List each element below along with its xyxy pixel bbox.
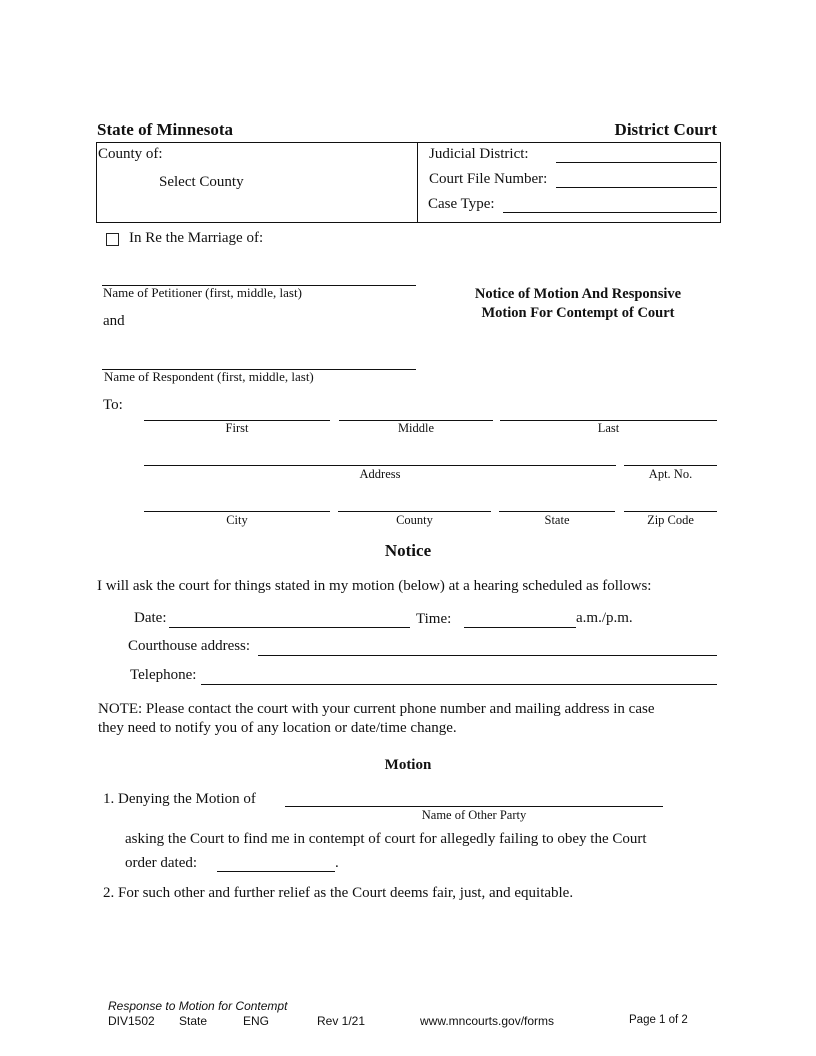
hearing-time-field[interactable] [464, 627, 576, 628]
form-title-line1: Notice of Motion And Responsive [474, 286, 682, 302]
telephone-field[interactable] [201, 684, 717, 685]
address-field[interactable] [144, 465, 616, 466]
to-label: To: [103, 397, 123, 413]
judicial-district-label: Judicial District: [429, 146, 529, 162]
zip-caption: Zip Code [647, 513, 694, 527]
form-title-line2: Motion For Contempt of Court [481, 305, 675, 321]
ampm-text: a.m./p.m. [576, 610, 633, 626]
state-heading: State of Minnesota [97, 120, 233, 139]
time-label: Time: [416, 611, 452, 627]
notice-heading: Notice [384, 541, 432, 560]
other-party-field[interactable] [285, 806, 663, 807]
last-caption: Last [597, 421, 620, 435]
apt-caption: Apt. No. [648, 467, 693, 481]
motion-heading: Motion [384, 757, 432, 773]
county-label: County of: [98, 146, 163, 162]
state-caption: State [544, 513, 570, 527]
city-field[interactable] [144, 511, 330, 512]
marriage-checkbox[interactable] [106, 233, 119, 246]
first-caption: First [225, 421, 249, 435]
order-date-field[interactable] [217, 871, 335, 872]
city-caption: City [226, 513, 248, 527]
marriage-checkbox-label: In Re the Marriage of: [129, 230, 264, 246]
notice-intro: I will ask the court for things stated in my motion (below) at a hearing scheduled as follows: [97, 578, 652, 594]
county-select[interactable]: Select County [159, 174, 244, 190]
hearing-date-field[interactable] [169, 627, 410, 628]
judicial-district-field[interactable] [556, 162, 717, 163]
note-line2: they need to notify you of any location or date/time change. [98, 720, 457, 736]
court-heading: District Court [614, 120, 717, 139]
note-line1: NOTE: Please contact the court with your current phone number and mailing address in case [98, 701, 655, 717]
zip-field[interactable] [624, 511, 717, 512]
order-date-period: . [335, 855, 339, 871]
county-field[interactable] [338, 511, 491, 512]
case-type-label: Case Type: [428, 196, 495, 212]
footer-lang: ENG [243, 1014, 270, 1028]
courthouse-address-field[interactable] [258, 655, 717, 656]
petitioner-caption: Name of Petitioner (first, middle, last) [103, 285, 302, 300]
footer-rev: Rev 1/21 [317, 1014, 366, 1028]
court-file-number-field[interactable] [556, 187, 717, 188]
middle-caption: Middle [397, 421, 435, 435]
footer-state: State [179, 1014, 208, 1028]
date-label: Date: [134, 610, 167, 626]
address-caption: Address [359, 467, 401, 481]
motion-item2: 2. For such other and further relief as the Court deems fair, just, and equitable. [103, 885, 574, 901]
order-dated-label: order dated: [125, 855, 198, 871]
respondent-caption: Name of Respondent (first, middle, last) [104, 369, 314, 384]
motion-item1-label: 1. Denying the Motion of [103, 791, 256, 807]
motion-item1-line2: asking the Court to find me in contempt of court for allegedly failing to obey the Court [125, 831, 647, 847]
other-party-caption: Name of Other Party [421, 808, 527, 822]
footer-url[interactable]: www.mncourts.gov/forms [420, 1014, 555, 1028]
and-text: and [103, 313, 125, 329]
case-box-divider [417, 142, 418, 222]
state-field[interactable] [499, 511, 615, 512]
telephone-label: Telephone: [130, 667, 197, 683]
footer-page: Page 1 of 2 [629, 1014, 688, 1026]
footer-form-title: Response to Motion for Contempt [108, 999, 288, 1013]
courthouse-label: Courthouse address: [128, 638, 251, 654]
apt-field[interactable] [624, 465, 717, 466]
county-caption: County [396, 513, 433, 527]
footer-form-code: DIV1502 [108, 1014, 155, 1028]
court-file-number-label: Court File Number: [429, 171, 548, 187]
case-type-field[interactable] [503, 212, 717, 213]
